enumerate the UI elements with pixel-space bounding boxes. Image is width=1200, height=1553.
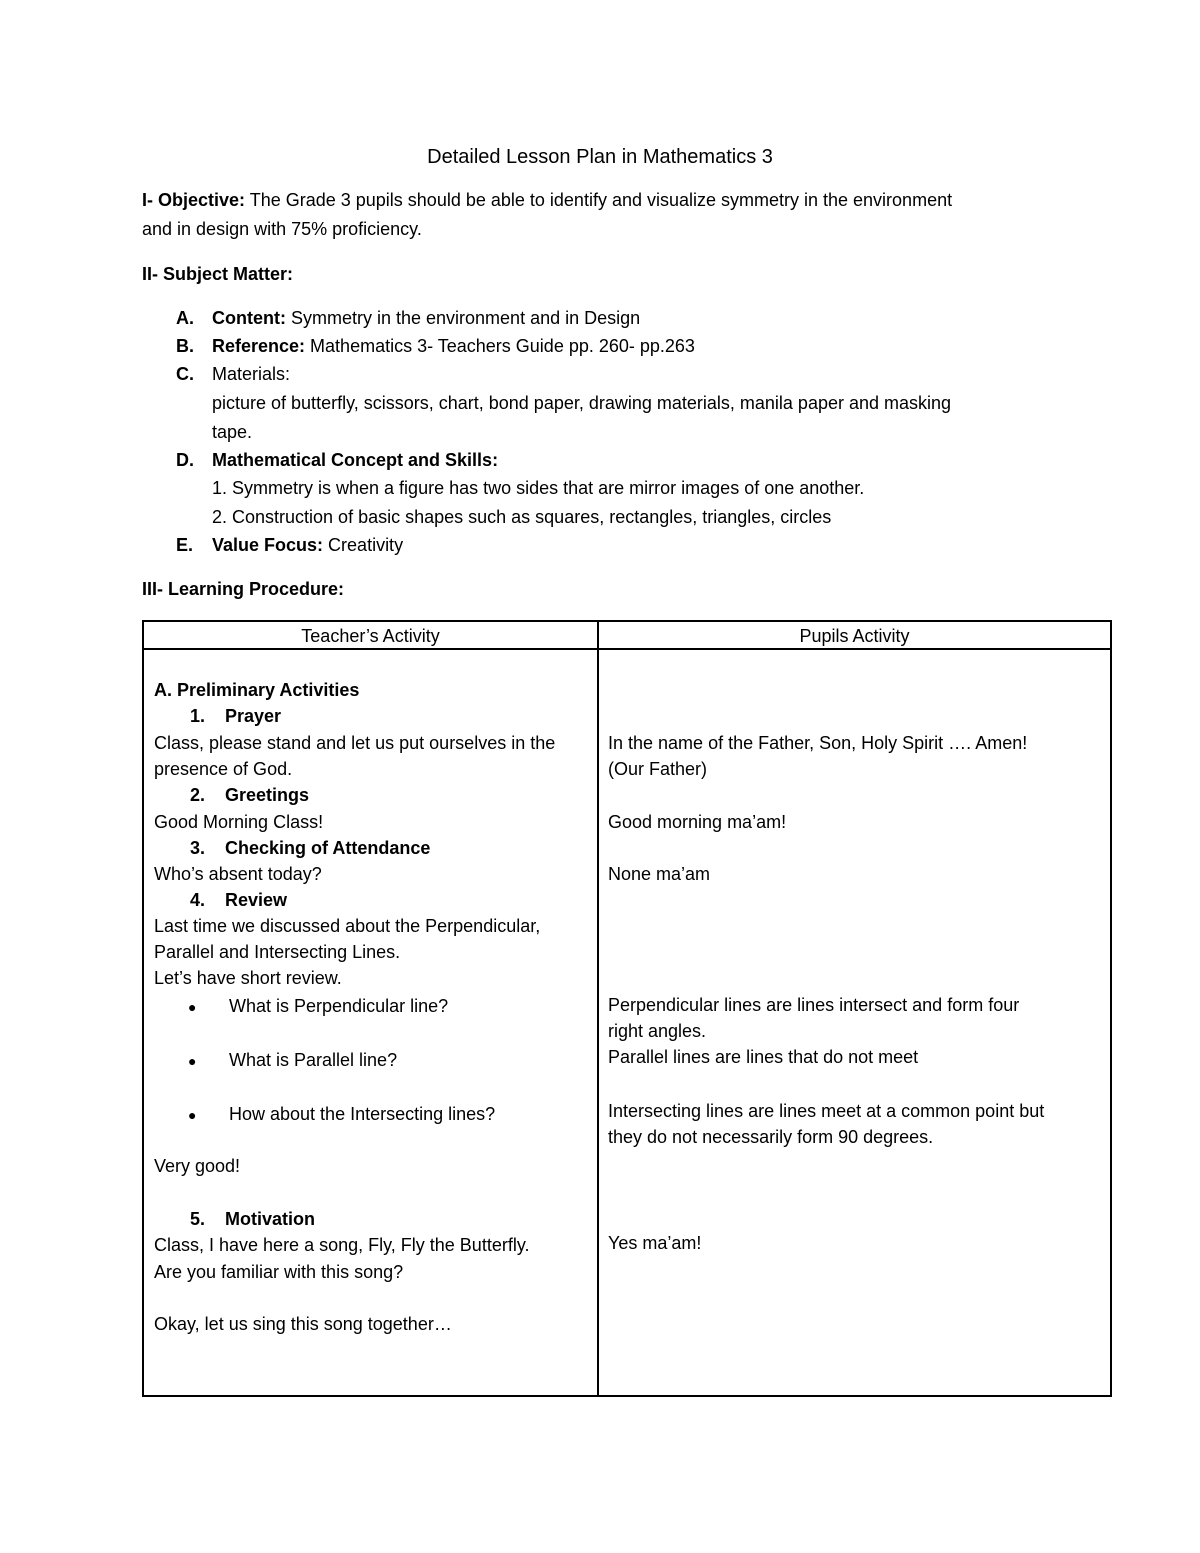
subject-item-concepts: D. Mathematical Concept and Skills: [176,450,499,470]
pupils-intersecting-line1: Intersecting lines are lines meet at a common point but [608,1101,1045,1121]
materials-line1: picture of butterfly, scissors, chart, bond paper, drawing materials, manila paper and masking [212,393,952,413]
step-review: 4. Review [190,890,288,910]
teacher-motivation-line1: Class, I have here a song, Fly, Fly the Butterfly. [154,1235,530,1255]
pupils-perpendicular-line1: Perpendicular lines are lines intersect and form four [608,995,1020,1015]
question-intersecting: ● How about the Intersecting lines? [188,1101,495,1128]
subject-item-materials: C. Materials: [176,364,291,384]
bullet-dot-icon: ● [188,1107,197,1123]
subject-item-value-focus: E. Value Focus: Creativity [176,535,404,555]
teacher-review-line3: Let’s have short review. [154,968,342,988]
pupils-greeting: Good morning ma’am! [608,812,787,832]
bullet-dot-icon: ● [188,999,197,1015]
objective-text-line1: The Grade 3 pupils should be able to identify and visualize symmetry in the environment [245,190,953,210]
step-prayer: 1. Prayer [190,706,282,726]
pupils-prayer-line1: In the name of the Father, Son, Holy Spirit …. Amen! [608,733,1028,753]
pupils-parallel: Parallel lines are lines that do not meet [608,1047,919,1067]
pupils-perpendicular-line2: right angles. [608,1021,707,1041]
pupils-attendance: None ma’am [608,864,711,884]
step-greetings: 2. Greetings [190,785,310,805]
teacher-review-line1: Last time we discussed about the Perpendicular, [154,916,541,936]
header-teacher-activity: Teacher’s Activity [301,626,440,646]
subject-matter-heading: II- Subject Matter: [142,264,294,284]
objective-text-line2: and in design with 75% proficiency. [142,219,422,239]
bullet-dot-icon: ● [188,1053,197,1069]
teacher-very-good: Very good! [154,1156,241,1176]
objective-paragraph [142,186,1072,244]
pupils-prayer-line2: (Our Father) [608,759,708,779]
pupils-intersecting-line2: they do not necessarily form 90 degrees. [608,1127,934,1147]
subject-item-content: A. Content: Symmetry in the environment and in Design [176,308,641,328]
teacher-attendance: Who’s absent today? [154,864,322,884]
header-divider [144,648,1110,650]
concept-2: 2. Construction of basic shapes such as squares, rectangles, triangles, circles [212,507,832,527]
materials-line2: tape. [212,422,253,442]
step-motivation: 5. Motivation [190,1209,315,1229]
subject-item-reference: B. Reference: Mathematics 3- Teachers Guide pp. 260- pp.263 [176,336,695,356]
objective-label: I- Objective: [142,190,246,210]
step-attendance: 3. Checking of Attendance [190,838,431,858]
question-parallel: ● What is Parallel line? [188,1047,397,1074]
header-pupils-activity: Pupils Activity [799,626,910,646]
teacher-greeting: Good Morning Class! [154,812,324,832]
page-title: Detailed Lesson Plan in Mathematics 3 [427,146,773,168]
teacher-prayer-line1: Class, please stand and let us put ourselves in the [154,733,556,753]
concept-1: 1. Symmetry is when a figure has two sides that are mirror images of one another. [212,478,865,498]
teacher-motivation-line2: Are you familiar with this song? [154,1262,404,1282]
learning-procedure-heading: III- Learning Procedure: [142,579,345,599]
section-preliminary-activities: A. Preliminary Activities [154,680,360,700]
teacher-review-line2: Parallel and Intersecting Lines. [154,942,401,962]
question-perpendicular: ● What is Perpendicular line? [188,993,448,1020]
teacher-motivation-line3: Okay, let us sing this song together… [154,1314,452,1334]
teacher-prayer-line2: presence of God. [154,759,293,779]
pupils-motivation: Yes ma’am! [608,1233,702,1253]
column-divider [597,622,599,1395]
activity-table [142,620,1112,1397]
